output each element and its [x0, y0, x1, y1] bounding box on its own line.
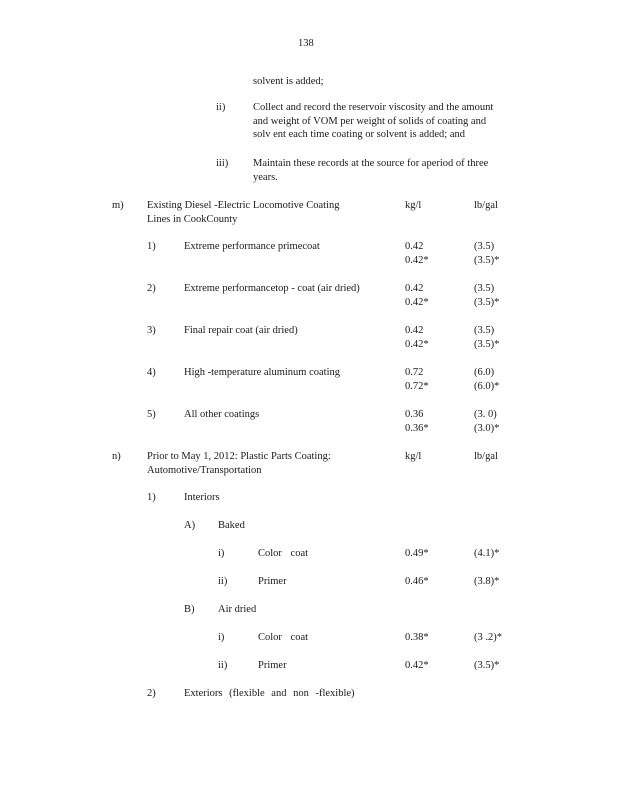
- kg-value: 0.72: [405, 367, 424, 378]
- baked-label: A): [184, 520, 196, 531]
- kg-value: 0.49*: [405, 548, 429, 559]
- row-label: 4): [147, 367, 156, 378]
- lb-value: (6.0): [474, 367, 495, 378]
- row-label: 1): [147, 241, 156, 252]
- section-m-unit-lb: lb/gal: [474, 200, 498, 211]
- row-label: ii): [218, 576, 228, 587]
- row-desc: Color coat: [258, 632, 309, 643]
- lb-value: (3.5)*: [474, 660, 500, 671]
- exteriors-text: Exteriors (flexible and non -flexible): [184, 688, 355, 699]
- kg-value: 0.42*: [405, 255, 429, 266]
- row-label: i): [218, 548, 225, 559]
- section-n-unit-kg: kg/l: [405, 451, 422, 462]
- lb-value: (3.5): [474, 283, 495, 294]
- item-iii-line: years.: [253, 171, 278, 183]
- lb-value: (3. 0): [474, 409, 497, 420]
- section-m-title-line: Existing Diesel -Electric Locomotive Coating: [147, 200, 340, 211]
- section-n-title: [147, 450, 331, 477]
- lb-value: (3.5): [474, 241, 495, 252]
- item-ii-label: ii): [216, 102, 226, 113]
- kg-value: 0.42: [405, 241, 424, 252]
- section-n-title-line: Prior to May 1, 2012: Plastic Parts Coating:: [147, 451, 331, 462]
- item-iii-text: [253, 157, 523, 184]
- lb-value: (3.8)*: [474, 576, 500, 587]
- kg-value: 0.72*: [405, 381, 429, 392]
- kg-value: 0.36*: [405, 423, 429, 434]
- row-desc: High -temperature aluminum coating: [184, 367, 340, 378]
- kg-value: 0.42*: [405, 297, 429, 308]
- section-n-label: n): [112, 451, 121, 462]
- item-ii-line: and weight of VOM per weight of solids of coating and: [253, 115, 487, 127]
- row-label: 3): [147, 325, 156, 336]
- kg-value: 0.42: [405, 325, 424, 336]
- air-dried-label: B): [184, 604, 195, 615]
- row-label: i): [218, 632, 225, 643]
- row-desc: Primer: [258, 576, 287, 587]
- kg-value: 0.36: [405, 409, 424, 420]
- section-n-unit-lb: lb/gal: [474, 451, 498, 462]
- lb-value: (3 .2)*: [474, 632, 502, 643]
- page-number: 138: [298, 38, 314, 49]
- item-ii-line: solv ent each time coating or solvent is added; and: [253, 129, 465, 140]
- section-m-title-line: Lines in CookCounty: [147, 213, 238, 225]
- row-label: ii): [218, 660, 228, 671]
- section-m-label: m): [112, 200, 124, 211]
- kg-value: 0.42*: [405, 660, 429, 671]
- section-m-unit-kg: kg/l: [405, 200, 422, 211]
- lb-value: (3.0)*: [474, 423, 500, 434]
- row-desc: Extreme performance primecoat: [184, 241, 320, 252]
- air-dried-text: Air dried: [218, 604, 257, 615]
- lb-value: (3.5)*: [474, 255, 500, 266]
- lb-value: (4.1)*: [474, 548, 500, 559]
- kg-value: 0.42: [405, 283, 424, 294]
- continuation-text: solvent is added;: [253, 76, 324, 87]
- kg-value: 0.46*: [405, 576, 429, 587]
- kg-value: 0.42*: [405, 339, 429, 350]
- lb-value: (3.5): [474, 325, 495, 336]
- item-iii-line: Maintain these records at the source for aperiod of three: [253, 158, 489, 169]
- baked-text: Baked: [218, 520, 245, 531]
- lb-value: (3.5)*: [474, 339, 500, 350]
- lb-value: (3.5)*: [474, 297, 500, 308]
- interiors-text: Interiors: [184, 492, 220, 503]
- section-m-title: [147, 199, 339, 226]
- lb-value: (6.0)*: [474, 381, 500, 392]
- exteriors-label: 2): [147, 688, 156, 699]
- row-label: 5): [147, 409, 156, 420]
- row-desc: Final repair coat (air dried): [184, 325, 298, 336]
- item-iii-label: iii): [216, 158, 229, 169]
- row-desc: Primer: [258, 660, 287, 671]
- row-label: 2): [147, 283, 156, 294]
- item-ii-text: [253, 101, 523, 142]
- row-desc: Color coat: [258, 548, 309, 559]
- row-desc: Extreme performancetop - coat (air dried): [184, 283, 360, 294]
- row-desc: All other coatings: [184, 409, 260, 420]
- item-ii-line: Collect and record the reservoir viscosity and the amount: [253, 102, 494, 113]
- kg-value: 0.38*: [405, 632, 429, 643]
- interiors-label: 1): [147, 492, 156, 503]
- section-n-title-line: Automotive/Transportation: [147, 464, 262, 476]
